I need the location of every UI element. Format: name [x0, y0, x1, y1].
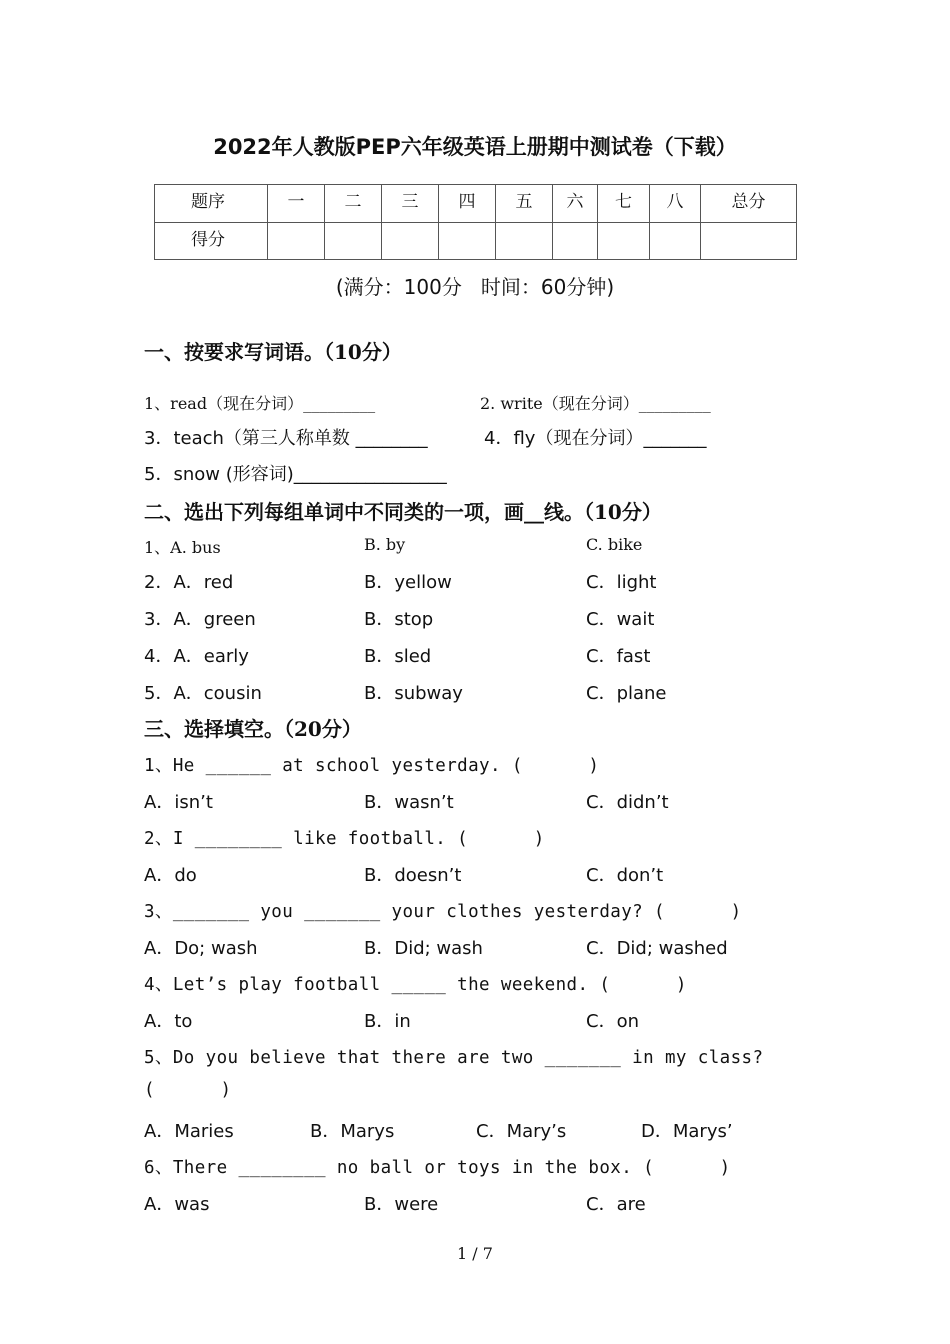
score-table: [154, 184, 797, 260]
s3-question-3: 3、_______ you _______ your clothes yesterday? ( ): [144, 902, 742, 922]
score-header-cell: 三: [382, 185, 439, 223]
s2-option: B. by: [364, 535, 406, 554]
s3-option: B．were: [364, 1194, 439, 1215]
s2-option: B．subway: [364, 683, 463, 704]
s3-option: A．to: [144, 1011, 193, 1032]
score-cell[interactable]: [439, 222, 496, 260]
s3-option: C．Did; washed: [586, 938, 728, 959]
score-row-label: 得分: [155, 222, 268, 260]
s3-question-6: 6、There ________ no ball or toys in the box. ( ): [144, 1158, 731, 1178]
s3-question-5-bracket: ( ): [144, 1080, 232, 1100]
s2-option: 3．A．green: [144, 609, 256, 630]
s2-option: 2．A．red: [144, 572, 234, 593]
score-header-cell: 四: [439, 185, 496, 223]
s3-option: A．do: [144, 865, 197, 886]
s3-question-4: 4、Let’s play football _____ the weekend. ( ): [144, 975, 687, 995]
s3-option: B．wasn’t: [364, 792, 454, 813]
score-cell[interactable]: [553, 222, 598, 260]
section-1-heading: 一、按要求写词语。（10分）: [144, 340, 402, 364]
s3-option: B．Did; wash: [364, 938, 483, 959]
s3-option: C．are: [586, 1194, 646, 1215]
s3-option: B．doesn’t: [364, 865, 462, 886]
page-number: 1 / 7: [457, 1244, 493, 1263]
s2-option: C．wait: [586, 609, 655, 630]
s1-item-4: 4．fly（现在分词）_______: [484, 428, 707, 449]
s3-question-5: 5、Do you believe that there are two _______ in my class?: [144, 1048, 764, 1068]
s3-option: A．was: [144, 1194, 210, 1215]
s3-option: A．Do; wash: [144, 938, 258, 959]
s1-item-2: 2. write（现在分词）_________: [480, 394, 711, 413]
section-2-heading: 二、选出下列每组单词中不同类的一项，画__线。（10分）: [144, 500, 662, 524]
score-header-cell: 一: [268, 185, 325, 223]
score-cell[interactable]: [496, 222, 553, 260]
score-header-cell: 二: [325, 185, 382, 223]
score-header-cell: 五: [496, 185, 553, 223]
s3-option: C．Mary’s: [476, 1121, 567, 1142]
s3-question-2: 2、I ________ like football. ( ): [144, 829, 545, 849]
score-cell[interactable]: [701, 222, 797, 260]
score-header-cell: 八: [650, 185, 701, 223]
s1-item-3: 3．teach（第三人称单数 ________: [144, 428, 428, 449]
s2-option: C．fast: [586, 646, 651, 667]
s2-option: C．light: [586, 572, 657, 593]
s2-option: 4．A．early: [144, 646, 249, 667]
score-header-cell: 六: [553, 185, 598, 223]
s1-item-1: 1、read（现在分词）_________: [144, 394, 376, 413]
s2-option: B．yellow: [364, 572, 452, 593]
page-title: 2022年人教版PEP六年级英语上册期中测试卷（下载）: [213, 135, 737, 159]
score-header-row: [155, 185, 797, 223]
section-3-heading: 三、选择填空。（20分）: [144, 717, 362, 741]
s2-option: 5．A．cousin: [144, 683, 262, 704]
score-cell[interactable]: [382, 222, 439, 260]
score-header-cell: 七: [598, 185, 650, 223]
s3-option: A．isn’t: [144, 792, 213, 813]
s3-option: B．in: [364, 1011, 411, 1032]
s3-question-1: 1、He ______ at school yesterday. ( ): [144, 756, 600, 776]
s2-option: C．plane: [586, 683, 667, 704]
s3-option: C．don’t: [586, 865, 664, 886]
score-header-cell: 题序: [155, 185, 268, 223]
score-cell[interactable]: [650, 222, 701, 260]
score-cell[interactable]: [598, 222, 650, 260]
s3-option: C．on: [586, 1011, 639, 1032]
s2-option: B．stop: [364, 609, 434, 630]
exam-meta: (满分：100分 时间：60分钟): [335, 275, 615, 299]
s3-option: A．Maries: [144, 1121, 234, 1142]
score-header-cell: 总分: [701, 185, 797, 223]
score-value-row: [155, 222, 797, 260]
s2-option: B．sled: [364, 646, 432, 667]
s1-item-5: 5．snow (形容词)_________________: [144, 464, 447, 485]
s3-option: C．didn’t: [586, 792, 669, 813]
s2-option: C. bike: [586, 535, 643, 554]
s2-option: 1、A. bus: [144, 538, 221, 557]
s3-option: B．Marys: [310, 1121, 395, 1142]
score-cell[interactable]: [325, 222, 382, 260]
s3-option: D．Marys’: [641, 1121, 733, 1142]
score-cell[interactable]: [268, 222, 325, 260]
